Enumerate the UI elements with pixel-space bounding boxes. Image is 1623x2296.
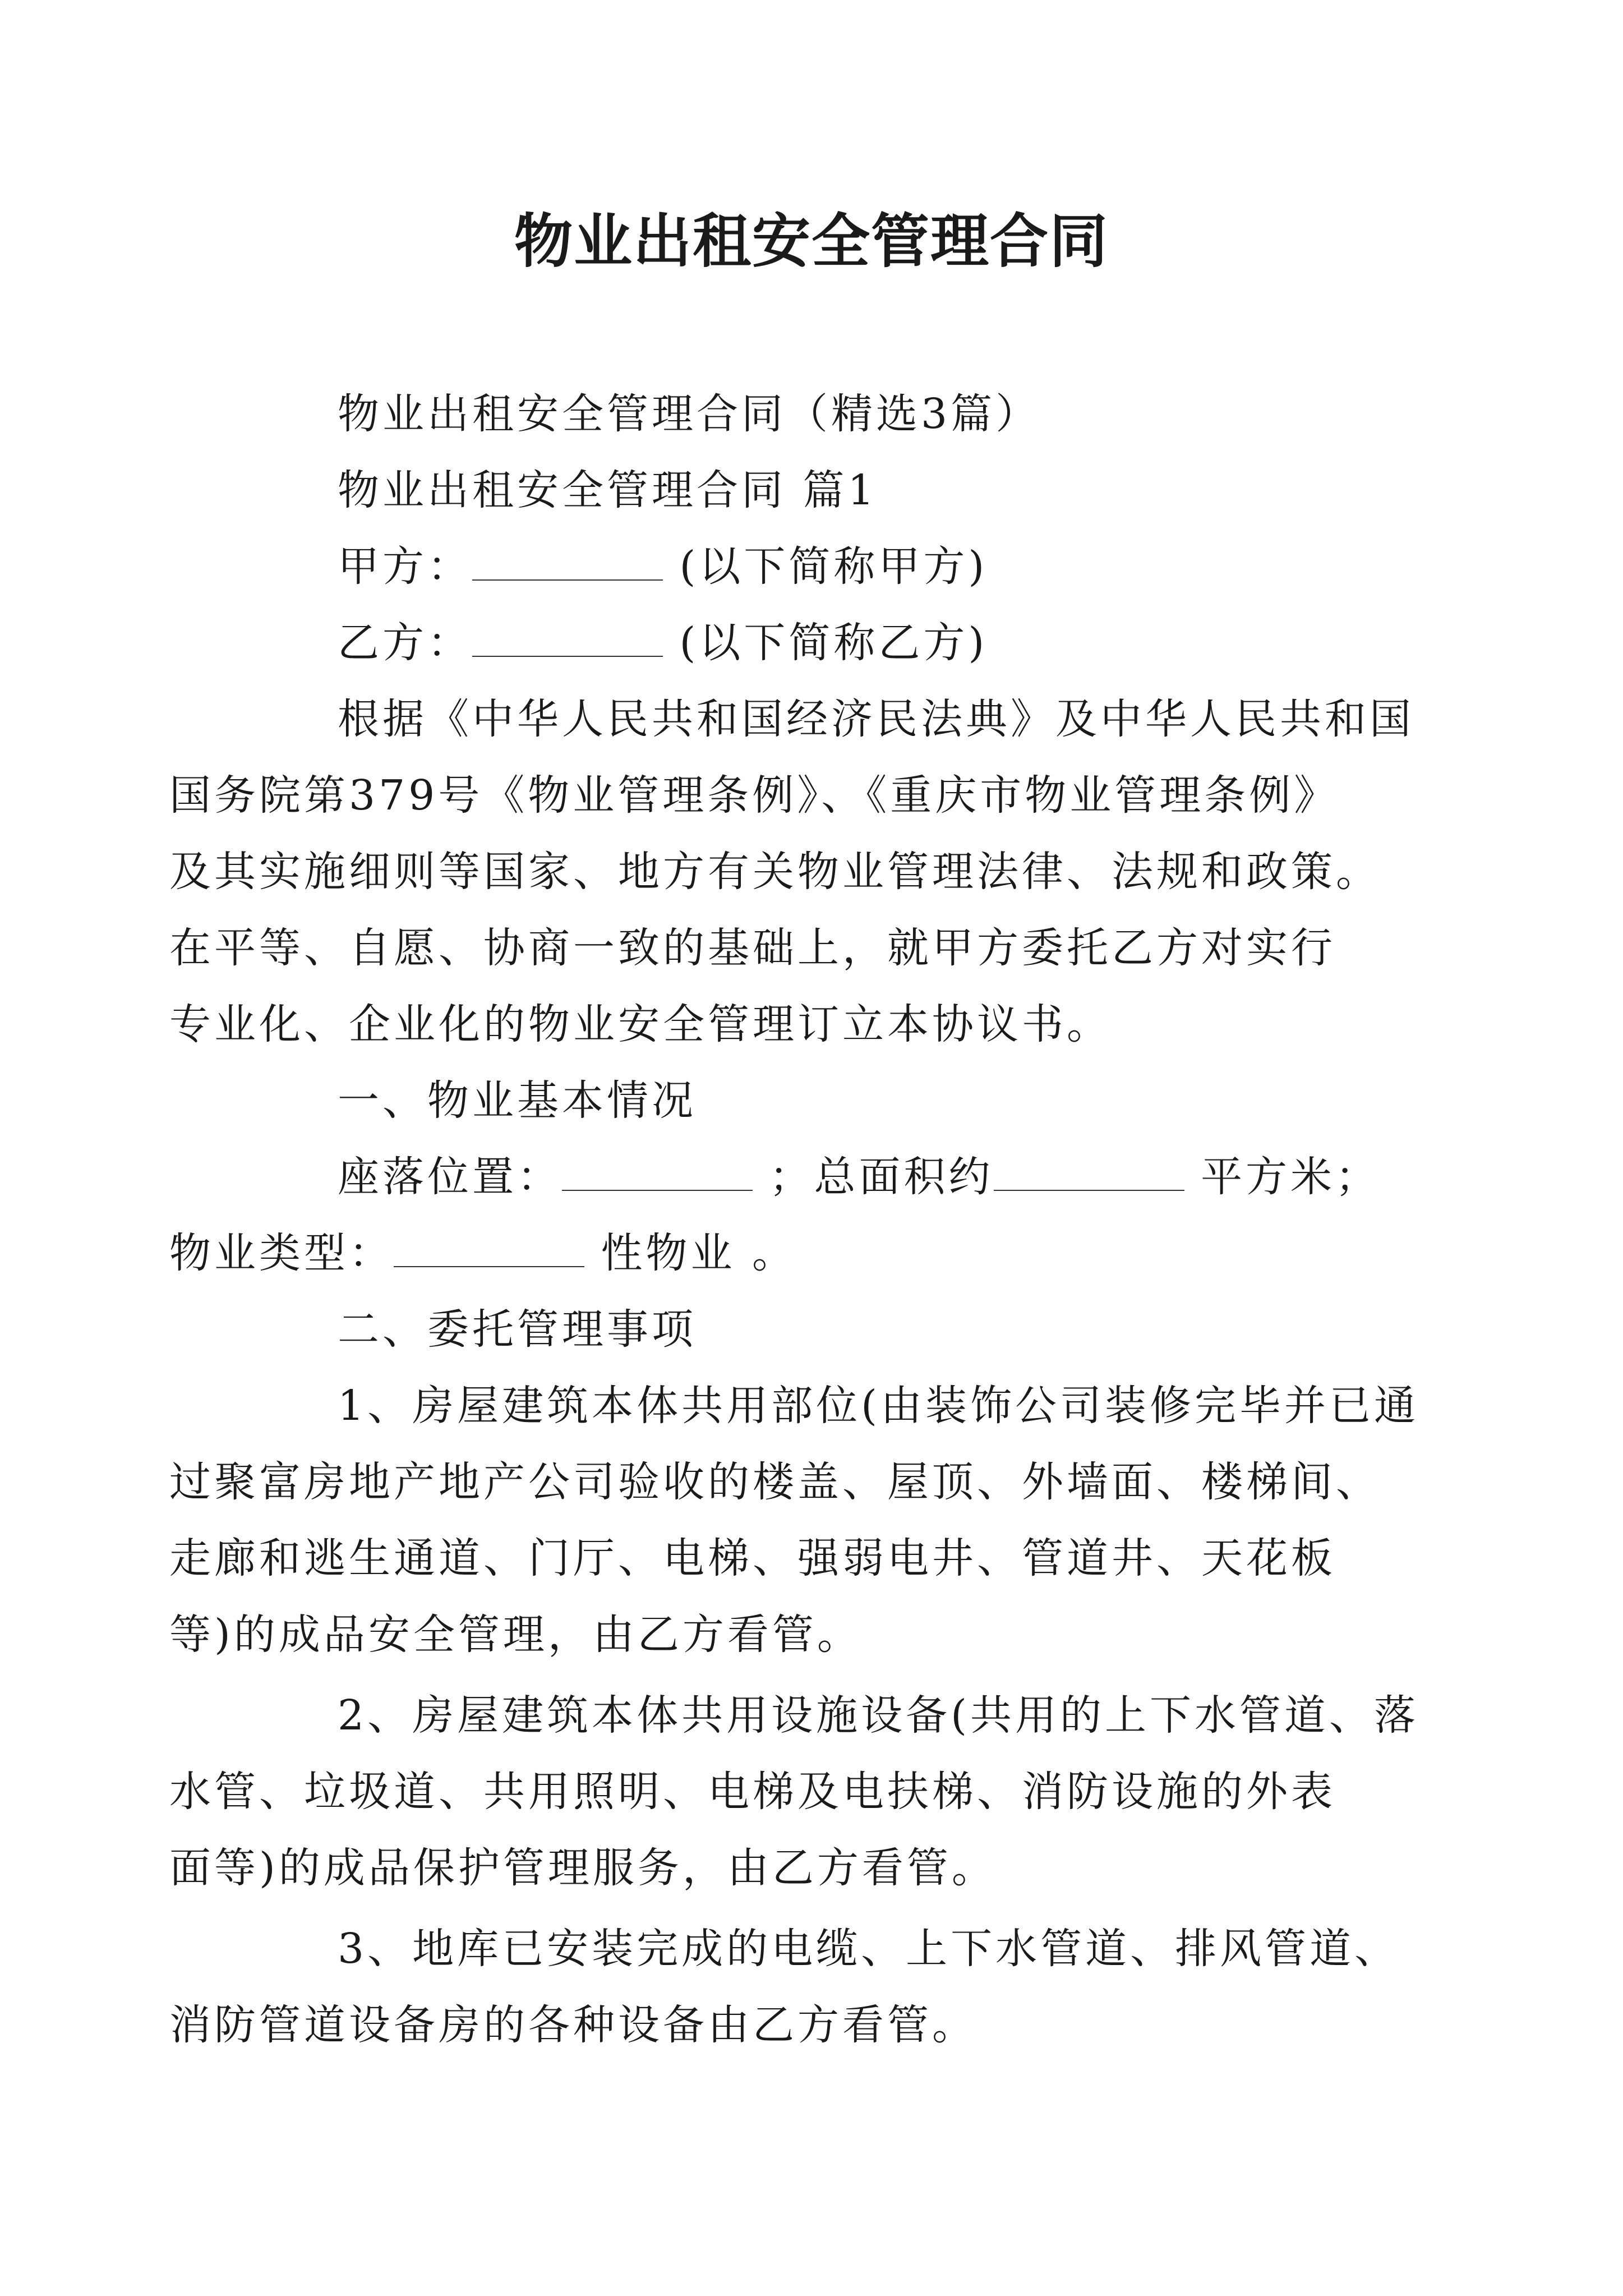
party-a-label: 甲方： — [338, 542, 472, 591]
item2-line: 2、房屋建筑本体共用设施设备(共用的上下水管道、落 — [338, 1691, 1419, 1740]
intro-line: 及其实施细则等国家、地方有关物业管理法律、法规和政策。 — [169, 848, 1381, 896]
item1-line: 走廊和逃生通道、门厅、电梯、强弱电井、管道井、天花板 — [169, 1534, 1336, 1582]
part1-heading: 一、物业基本情况 — [338, 1076, 697, 1125]
item2-line: 面等)的成品保护管理服务，由乙方看管。 — [169, 1844, 997, 1892]
intro-line: 在平等、自愿、协商一致的基础上，就甲方委托乙方对实行 — [169, 924, 1336, 972]
intro-line: 专业化、企业化的物业安全管理订立本协议书。 — [169, 1000, 1112, 1048]
party-a-suffix: (以下简称甲方) — [679, 542, 988, 591]
document-body — [169, 376, 1419, 2063]
item1-line: 过聚富房地产地产公司验收的楼盖、屋顶、外墙面、楼梯间、 — [169, 1458, 1381, 1506]
type-line — [169, 1215, 1375, 1291]
section-heading: 物业出租安全管理合同 篇1 — [338, 466, 878, 514]
party-b-blank — [472, 622, 663, 657]
location-label: 座落位置： — [338, 1153, 562, 1201]
location-blank — [562, 1156, 753, 1191]
item3-line: 3、地库已安装完成的电缆、上下水管道、排风管道、 — [338, 1925, 1400, 1973]
type-suffix: 性物业 。 — [601, 1229, 797, 1277]
item2-line: 水管、垃圾道、共用照明、电梯及电扶梯、消防设施的外表 — [169, 1768, 1336, 1816]
type-blank — [394, 1232, 584, 1267]
type-label: 物业类型： — [169, 1229, 394, 1277]
item1-line: 等)的成品安全管理，由乙方看管。 — [169, 1611, 862, 1659]
party-a-line — [253, 528, 1375, 605]
item1-line: 1、房屋建筑本体共用部位(由装饰公司装修完毕并已通 — [338, 1382, 1419, 1430]
area-blank — [994, 1156, 1184, 1191]
intro-line: 根据《中华人民共和国经济民法典》及中华人民共和国 — [338, 695, 1414, 743]
item3-line: 消防管道设备房的各种设备由乙方看管。 — [169, 2001, 977, 2049]
intro-line: 国务院第379号《物业管理条例》、《重庆市物业管理条例》 — [169, 771, 1339, 820]
party-a-blank — [472, 546, 663, 581]
area-label: ；总面积约 — [769, 1153, 994, 1201]
heading-line: 物业出租安全管理合同（精选3篇） — [338, 390, 1041, 438]
document-title: 物业出租安全管理合同 — [514, 206, 1109, 275]
party-b-line — [253, 605, 1375, 681]
area-unit: 平方米； — [1201, 1153, 1381, 1201]
party-b-label: 乙方： — [338, 619, 472, 667]
part2-heading: 二、委托管理事项 — [338, 1305, 697, 1354]
location-line — [253, 1139, 1381, 1215]
party-b-suffix: (以下简称乙方) — [679, 619, 988, 667]
